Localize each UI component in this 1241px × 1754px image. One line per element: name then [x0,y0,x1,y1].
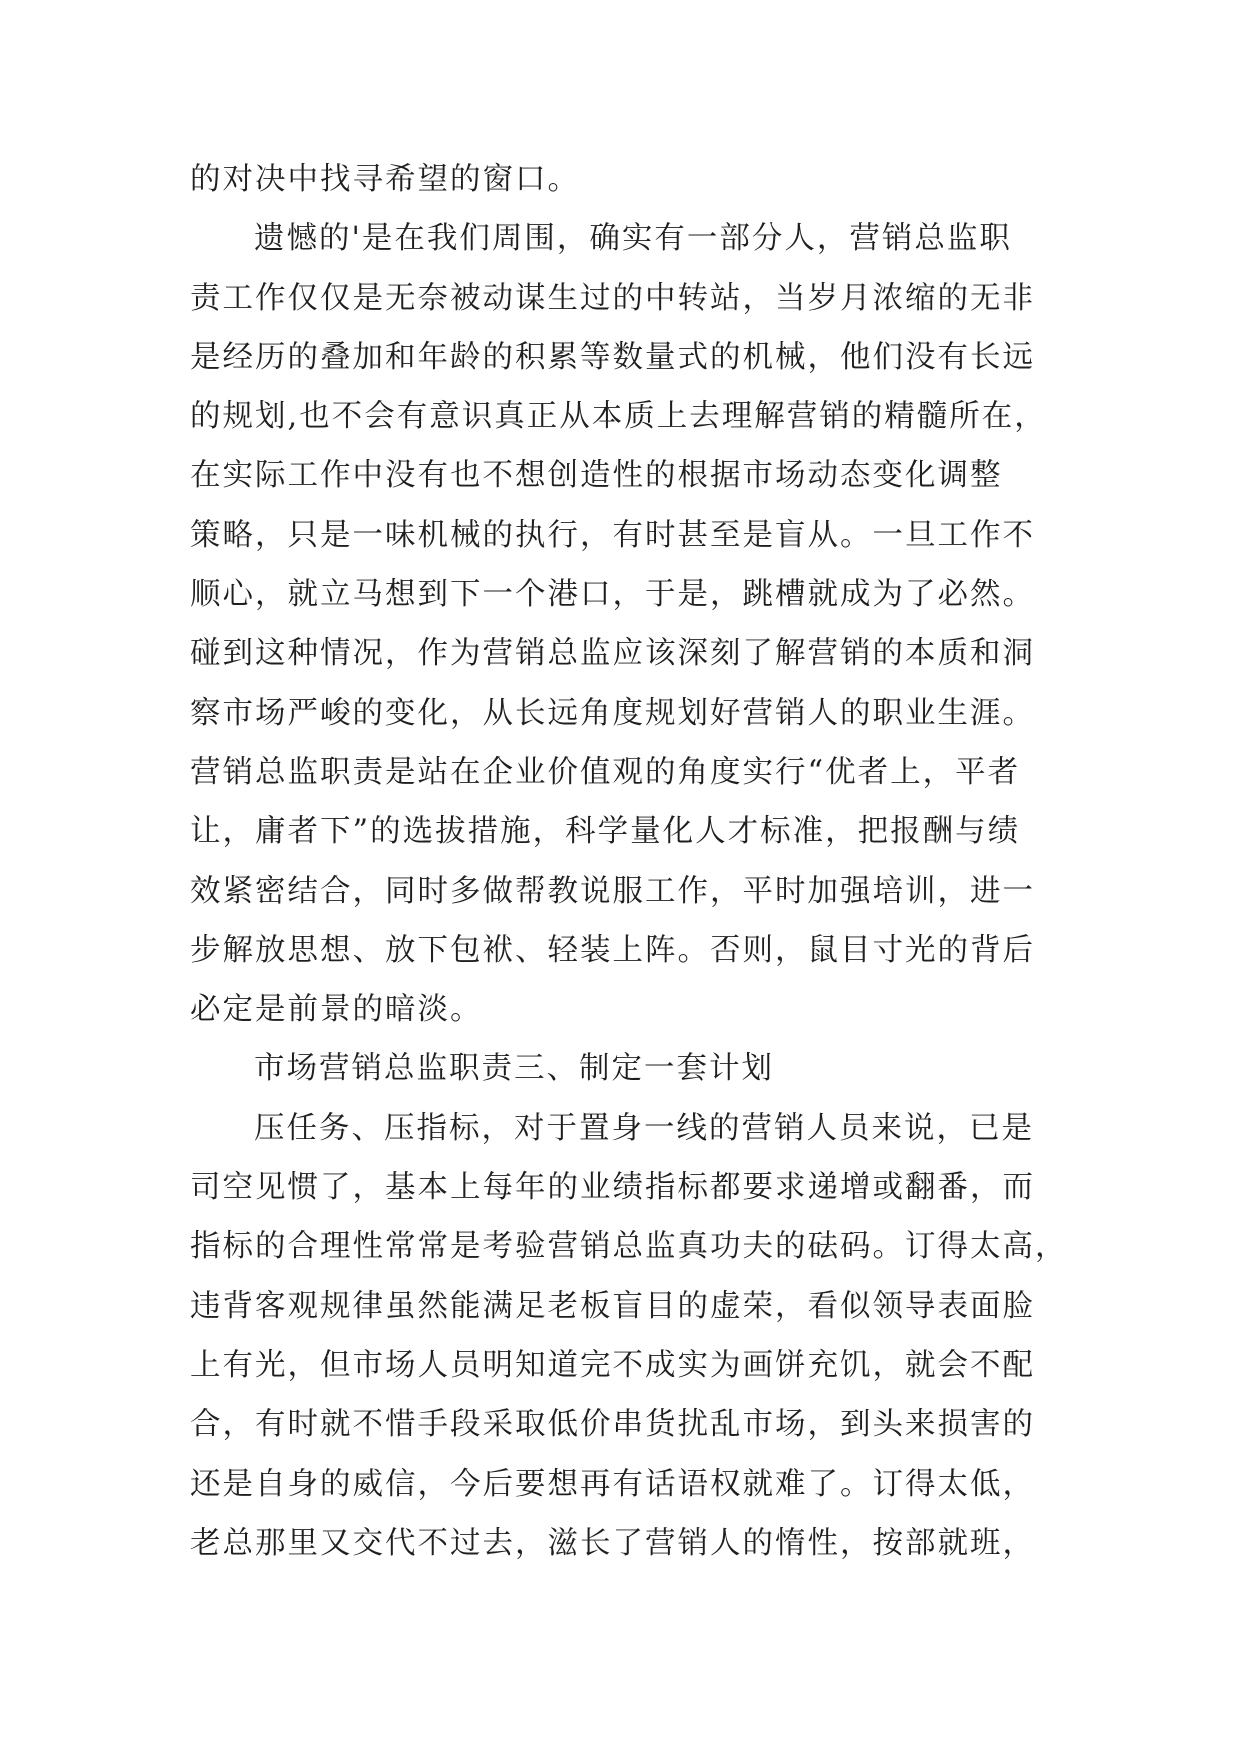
text-line: 效紧密结合，同时多做帮教说服工作，平时加强培训，进一 [190,873,1035,909]
text-line: 顺心，就立马想到下一个港口，于是，跳槽就成为了必然。 [190,577,1035,613]
text-line: 营销总监职责是站在企业价值观的角度实行“优者上，平者 [190,754,1021,790]
body-text [190,150,1070,1573]
text-line: 司空见惯了，基本上每年的业绩指标都要求递增或翻番，而 [190,1170,1035,1206]
text-line: 的规划,也不会有意识真正从本质上去理解营销的精髓所在， [190,399,1047,435]
text-line: 在实际工作中没有也不想创造性的根据市场动态变化调整 [190,458,1003,494]
text-line: 还是自身的威信，今后要想再有话语权就难了。订得太低， [190,1466,1035,1502]
text-line: 策略，只是一味机械的执行，有时甚至是盲从。一旦工作不 [190,517,1035,553]
text-line: 合，有时就不惜手段采取低价串货扰乱市场，到头来损害的 [190,1407,1035,1443]
section-heading: 市场营销总监职责三、制定一套计划 [254,1051,774,1087]
text-line: 违背客观规律虽然能满足老板盲目的虚荣，看似领导表面脸 [190,1288,1035,1324]
text-line: 必定是前景的暗淡。 [190,992,483,1028]
text-line: 碰到这种情况，作为营销总监应该深刻了解营销的本质和洞 [190,636,1035,672]
text-line: 步解放思想、放下包袱、轻装上阵。否则，鼠目寸光的背后 [190,932,1035,968]
paragraph-start-line: 压任务、压指标，对于置身一线的营销人员来说，已是 [254,1110,1034,1146]
text-line: 责工作仅仅是无奈被动谋生过的中转站，当岁月浓缩的无非 [190,280,1035,316]
text-line: 老总那里又交代不过去，滋长了营销人的惰性，按部就班， [190,1525,1035,1561]
paragraph-start-line: 遗憾的'是在我们周围，确实有一部分人，营销总监职 [254,221,1012,257]
text-line: 指标的合理性常常是考验营销总监真功夫的砝码。订得太高， [190,1229,1068,1265]
text-line: 上有光，但市场人员明知道完不成实为画饼充饥，就会不配 [190,1347,1035,1383]
text-line: 的对决中找寻希望的窗口。 [190,162,580,197]
text-line: 是经历的叠加和年龄的积累等数量式的机械，他们没有长远 [190,339,1035,375]
text-line: 让，庸者下”的选拔措施，科学量化人才标准，把报酬与绩 [190,814,1021,850]
text-line: 察市场严峻的变化，从长远角度规划好营销人的职业生涯。 [190,695,1035,731]
